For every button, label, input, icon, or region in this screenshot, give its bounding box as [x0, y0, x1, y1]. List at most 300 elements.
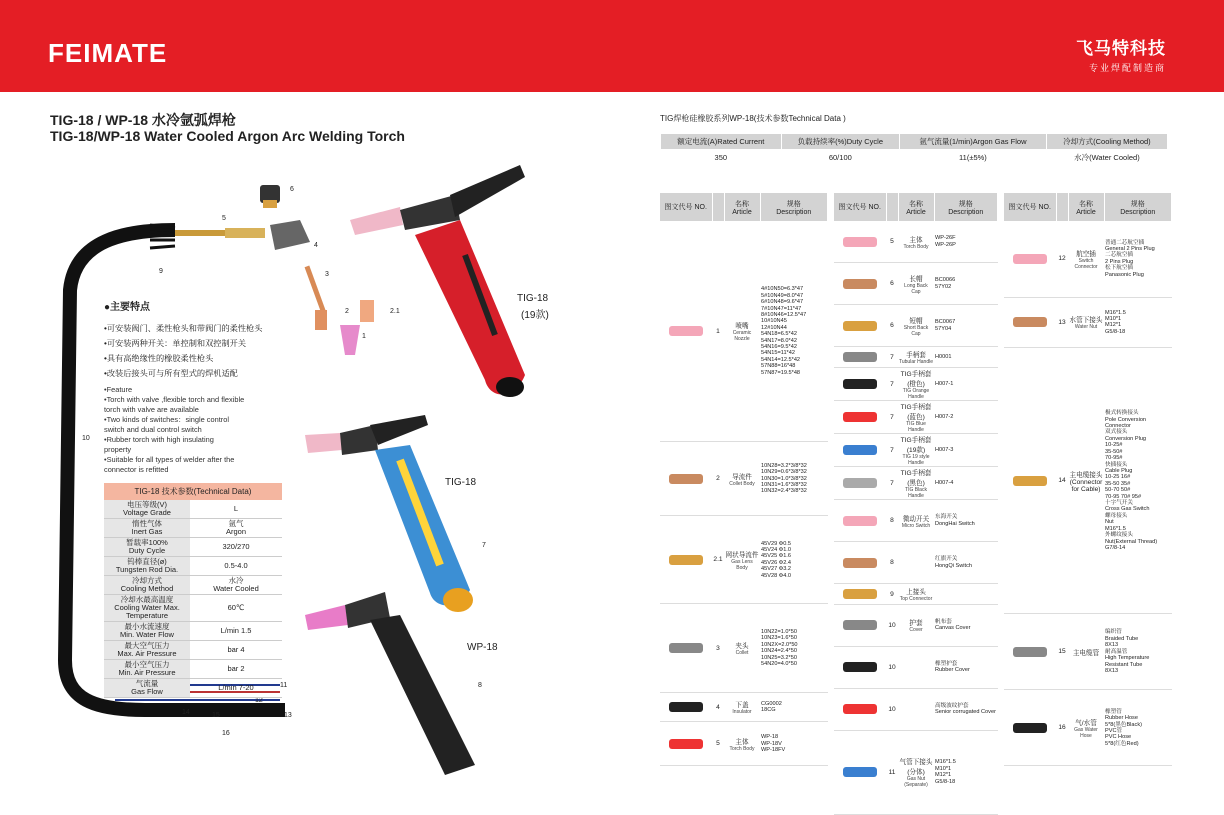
part-name — [898, 347, 934, 368]
part-desc-line: H007-1 — [935, 381, 954, 387]
part-name-cn: 水管下接头 — [1069, 317, 1103, 325]
tech-value-main: 氩气 — [228, 519, 244, 528]
part-desc-line: M12*1 — [1105, 322, 1122, 329]
part-desc-line: 十字气开关 — [1105, 500, 1133, 507]
part-desc-line: Rubber Cover — [935, 667, 970, 674]
part-thumbnail — [669, 739, 703, 749]
features-en — [104, 385, 289, 475]
part-name-en: Long Back Cap — [904, 282, 928, 295]
part-image — [1004, 614, 1056, 690]
callout-5: 5 — [222, 215, 226, 222]
tech-key — [104, 660, 190, 679]
part-desc — [934, 584, 998, 605]
part-image — [660, 604, 712, 692]
part-thumbnail — [843, 767, 877, 777]
part-name-en: Torch Body — [729, 745, 755, 752]
tech-key-cn: 惰性气体 — [132, 519, 162, 528]
part-name-en: TIG 19 style Handle — [902, 454, 930, 467]
part-name-en: Gas Nut (Separate) — [904, 776, 928, 789]
part-desc-line: 10#10N45 — [761, 318, 787, 325]
part-desc-line: G5/8-18 — [1105, 328, 1126, 335]
part-desc-line: 70-95# — [1105, 455, 1123, 462]
part-desc-line: G7/8-14 — [1105, 545, 1126, 552]
tech-row — [104, 595, 282, 622]
brand-logo: FEIMATE — [48, 38, 168, 68]
part-desc-line: 4#10N50=6.3*47 — [761, 286, 804, 293]
feature-en-line: property — [104, 445, 132, 454]
part-name-en: Collet Body — [729, 480, 755, 487]
part-desc-line: 10N2X=2.0*50 — [761, 641, 798, 648]
parts-table-3 — [1004, 193, 1172, 766]
parts-row — [660, 604, 828, 692]
part-thumbnail — [843, 704, 877, 714]
part-name — [724, 692, 760, 721]
part-desc-line: 8X13 — [1105, 642, 1119, 649]
parts-table-1 — [660, 193, 828, 766]
part-desc-line: G5/8-18 — [935, 778, 956, 785]
part-no: 16 — [1056, 690, 1068, 766]
feature-en-line: •Suitable for all types of welder after the — [104, 455, 235, 464]
part-desc-line: Senior corrugated Cover — [935, 709, 996, 716]
part-desc-line: 编织管 — [1105, 629, 1122, 636]
feature-en-line: •Feature — [104, 385, 133, 394]
part-name-cn: 导流件 — [732, 473, 752, 481]
parts-header — [1004, 193, 1172, 221]
part-thumbnail — [843, 279, 877, 289]
header-banner — [0, 0, 1224, 92]
tech-key — [104, 595, 190, 622]
part-desc-line: Pole Conversion Connector — [1105, 416, 1147, 429]
part-name — [1068, 614, 1104, 690]
part-desc-line: 54N20=4.0*50 — [761, 660, 797, 667]
part-no: 7 — [886, 467, 898, 500]
callout-9: 9 — [159, 268, 163, 275]
tech-key — [104, 557, 190, 576]
part-desc — [934, 305, 998, 347]
part-desc-line: PVC Hose — [1105, 734, 1132, 741]
part-no: 2.1 — [712, 516, 724, 604]
part-name-cn: 上接头 — [906, 589, 926, 597]
part-desc — [760, 722, 828, 766]
col-name-en: Article — [906, 208, 926, 216]
part-name — [898, 584, 934, 605]
part-desc-line: Cable Plug — [1105, 467, 1133, 474]
part-image — [834, 584, 886, 605]
part-desc-line: 45V29 Φ0.5 — [761, 540, 791, 547]
part-image — [1004, 348, 1056, 614]
tech-value-main: bar 4 — [227, 645, 245, 654]
tech-value — [190, 557, 282, 576]
spec-h-cooling: 冷却方式(Cooling Method) — [1046, 134, 1167, 150]
part-image — [834, 347, 886, 368]
col-desc-cn: 规格 — [1130, 200, 1145, 208]
part-image — [834, 434, 886, 467]
part-desc-line: WP-26F — [935, 235, 956, 242]
parts-row — [834, 542, 998, 584]
part-thumbnail — [843, 662, 877, 672]
part-no: 5 — [886, 221, 898, 263]
tech-key-en: Inert Gas — [131, 527, 163, 536]
label-tig18: TIG-18 — [445, 477, 477, 488]
part-no: 10 — [886, 688, 898, 730]
tech-value-main: L — [233, 504, 239, 513]
part-desc-line: 耐高温管 — [1105, 648, 1128, 655]
part-no: 11 — [886, 730, 898, 814]
part-name — [898, 646, 934, 688]
part-desc-line: 6#10N48=9.6*47 — [761, 299, 804, 306]
part-thumbnail — [843, 620, 877, 630]
part-name-cn: TIG手柄套(黑色) — [900, 470, 932, 488]
col-desc-cn: 规格 — [786, 200, 801, 208]
col-name-cn: 名称 — [735, 200, 749, 208]
part-name-cn: 主体 — [735, 738, 749, 746]
part-desc-line: 东海开关 — [935, 514, 958, 521]
tech-key-en: Duty Cycle — [128, 546, 166, 555]
callout-12: 12 — [255, 697, 263, 704]
part-name-cn: TIG手柄套(19款) — [900, 437, 932, 455]
part-desc-line: 普通二芯航空插 — [1105, 239, 1145, 246]
part-name — [724, 221, 760, 442]
part-desc-line: 50-70 50# — [1105, 487, 1131, 494]
part-image — [834, 368, 886, 401]
part-desc-line: H0001 — [935, 354, 952, 361]
part-name-cn: 微动开关 — [902, 515, 930, 523]
parts-row — [834, 500, 998, 542]
col-name-header — [1068, 193, 1104, 221]
part-thumbnail — [1013, 317, 1047, 327]
part-desc-line: 10N31=1.6*3/8*32 — [761, 481, 807, 488]
part-name-en: Switch Connector — [1074, 257, 1098, 270]
part-desc-line: CG0002 — [761, 700, 782, 707]
parts-row — [660, 442, 828, 516]
part-name-cn: 短帽 — [909, 317, 923, 325]
part-image — [834, 730, 886, 814]
part-desc-line: Rubber Hose — [1105, 715, 1138, 722]
callout-13: 13 — [284, 712, 292, 719]
part-desc-line: 57N88=16*48 — [761, 363, 796, 370]
col-desc-en: Description — [1120, 208, 1156, 216]
col-code-header: 图文代号 NO. — [1004, 193, 1056, 221]
part-name-cn: 手柄套 — [906, 352, 926, 360]
page-title-en: TIG-18/WP-18 Water Cooled Argon Arc Welding Torch — [50, 128, 405, 144]
part-image — [834, 605, 886, 647]
tech-caption: TIG-18 技术参数(Technical Data) — [104, 483, 282, 500]
spec-v-duty: 60/100 — [781, 150, 899, 166]
part-desc-line: M10*1 — [1105, 315, 1122, 322]
part-desc — [760, 692, 828, 721]
part-name — [898, 305, 934, 347]
part-desc-line: 54N17=8.0*42 — [761, 337, 797, 344]
parts-row — [834, 401, 998, 434]
part-name-en: Torch Body — [903, 243, 929, 250]
part-name — [1068, 348, 1104, 614]
part-desc-line: 54N18=6.5*42 — [761, 331, 797, 338]
part-desc-line: 橡塑管 — [1105, 708, 1122, 715]
parts-row — [1004, 221, 1172, 297]
part-no: 12 — [1056, 221, 1068, 297]
part-thumbnail — [843, 352, 877, 362]
tech-value — [190, 576, 282, 595]
part-name-cn: 主体 — [909, 236, 923, 244]
part-desc-line: 10N25=3.2*50 — [761, 654, 797, 661]
part-image — [1004, 297, 1056, 348]
tech-value-main: 320/270 — [222, 542, 250, 551]
tech-value-sub: Argon — [225, 527, 246, 536]
part-image — [660, 692, 712, 721]
part-desc-line: 54N14=12.5*42 — [761, 356, 801, 363]
part-name-en: Tubular Handle — [899, 359, 934, 366]
part-desc-line: General 2 Pins Plug — [1105, 245, 1155, 252]
part-desc — [1104, 348, 1172, 614]
parts-row — [834, 434, 998, 467]
part-thumbnail — [843, 379, 877, 389]
brand-cn-name: 飞马特科技 — [1076, 39, 1166, 58]
parts-header — [660, 193, 828, 221]
part-desc-line: PVC管 — [1105, 727, 1123, 734]
tech-key-cn: 暂载率100% — [126, 538, 168, 547]
part-desc-line: 二芯航空插 — [1105, 252, 1133, 259]
part-desc-line: 70-95 70# 95# — [1105, 493, 1142, 500]
tech-value — [190, 538, 282, 557]
part-desc — [1104, 297, 1172, 348]
tech-value — [190, 519, 282, 538]
part-thumbnail — [843, 445, 877, 455]
col-desc-cn: 规格 — [958, 200, 973, 208]
callout-6: 6 — [290, 186, 294, 193]
part-desc-line: 10N23=1.6*50 — [761, 635, 797, 642]
part-desc — [760, 442, 828, 516]
tech-key-en: Tungsten Rod Dia. — [115, 565, 179, 574]
part-name — [898, 730, 934, 814]
part-desc-line: 5#10N49=8.0*47 — [761, 292, 804, 299]
part-desc — [934, 368, 998, 401]
col-no-header — [886, 193, 898, 221]
part-desc — [934, 401, 998, 434]
part-desc-line: 45V28 Φ4.0 — [761, 572, 791, 579]
part-thumbnail — [843, 589, 877, 599]
part-no: 6 — [886, 305, 898, 347]
part-desc-line: 7#10N47=11*47 — [761, 305, 802, 312]
parts-row — [834, 688, 998, 730]
feature-cn-2: •可安装两种开关：单控制和双控制开关 — [104, 339, 247, 348]
part-thumbnail — [669, 643, 703, 653]
part-name — [898, 221, 934, 263]
callout-11: 11 — [280, 682, 288, 689]
part-name — [1068, 690, 1104, 766]
tech-value — [190, 622, 282, 641]
part-image — [834, 263, 886, 305]
col-name-en: Article — [1076, 208, 1096, 216]
part-desc-line: 红旗开关 — [935, 556, 958, 563]
part-image — [1004, 221, 1056, 297]
part-desc-line: Nut(External Thread) — [1105, 538, 1158, 545]
feature-cn-3: •具有高绝缘性的橡胶柔性枪头 — [104, 354, 214, 363]
part-name-en: TIG Orange Handle — [902, 388, 930, 401]
part-desc-line: WP-18 — [761, 734, 779, 741]
part-desc — [760, 516, 828, 604]
part-name-en: Gas Lens Body — [731, 558, 753, 571]
col-desc-en: Description — [948, 208, 984, 216]
part-desc-line: 2 Pins Plug — [1105, 258, 1134, 265]
part-desc-line: 35-50 35# — [1105, 480, 1131, 487]
parts-row — [660, 692, 828, 721]
part-desc — [934, 500, 998, 542]
part-desc-line: 10N24=2.4*50 — [761, 648, 797, 655]
part-desc-line: 57Y04 — [935, 325, 952, 332]
callout-15: 15 — [212, 712, 220, 719]
part-desc — [1104, 690, 1172, 766]
tech-row — [104, 538, 282, 557]
col-name-en: Article — [732, 208, 752, 216]
part-name-cn: 主电缆管 — [1072, 649, 1100, 657]
wp18-spec-table — [660, 133, 1168, 166]
callout-7: 7 — [482, 542, 486, 549]
tech-key-cn: 冷却水最高温度 — [120, 595, 174, 604]
tech-key-cn: 冷却方式 — [132, 576, 162, 585]
tech-key — [104, 622, 190, 641]
part-desc — [1104, 221, 1172, 297]
part-name — [724, 722, 760, 766]
tech-key — [104, 500, 190, 519]
tech-row — [104, 576, 282, 595]
part-desc-line: 35-50# — [1105, 448, 1123, 455]
spec-v-cooling: 水冷(Water Cooled) — [1046, 150, 1167, 166]
part-name — [724, 516, 760, 604]
part-name — [898, 542, 934, 584]
parts-row — [1004, 297, 1172, 348]
part-name — [1068, 297, 1104, 348]
part-no: 6 — [886, 263, 898, 305]
callout-3: 3 — [325, 271, 329, 278]
tech-key — [104, 538, 190, 557]
brand-cn — [1076, 34, 1166, 74]
parts-row — [660, 221, 828, 442]
part-desc — [934, 221, 998, 263]
callout-1: 1 — [362, 333, 366, 340]
part-name-cn: TIG手柄套(蓝色) — [900, 404, 932, 422]
spec-h-current: 额定电流(A)Rated Current — [661, 134, 782, 150]
part-desc-line: WP-26P — [935, 241, 956, 248]
part-desc-line: BC0067 — [935, 319, 956, 326]
callout-8: 8 — [478, 682, 482, 689]
spec-v-gas: 11(±5%) — [900, 150, 1047, 166]
feature-cn-4: •改装后接头可与所有型式的焊机适配 — [104, 369, 238, 378]
tech-value-main: 水冷 — [228, 576, 244, 585]
tech-value-main: 0.5-4.0 — [224, 561, 248, 570]
part-name — [898, 401, 934, 434]
part-desc-line: 高级波纹护套 — [935, 702, 969, 709]
part-thumbnail — [1013, 647, 1047, 657]
part-thumbnail — [669, 702, 703, 712]
part-desc-line: 18CG — [761, 707, 776, 714]
part-desc-line: 帆布套 — [935, 619, 952, 626]
part-desc — [934, 730, 998, 814]
part-desc-line: 10N22=1.0*50 — [761, 628, 797, 635]
parts-row — [834, 730, 998, 814]
part-no: 7 — [886, 368, 898, 401]
spec-v-current: 350 — [661, 150, 782, 166]
part-image — [834, 646, 886, 688]
tech-key-cn: 钨棒直径(ø) — [127, 557, 167, 566]
part-name-cn: 航空插 — [1076, 250, 1096, 258]
feature-en-line: switch and dual control switch — [104, 425, 202, 434]
part-name-en: Collet — [735, 650, 749, 657]
part-desc-line: Canvas Cover — [935, 625, 971, 632]
part-desc-line: 57N87=19.5*48 — [761, 369, 801, 376]
part-name-cn: TIG手柄套(橙色) — [900, 371, 932, 389]
tech-key — [104, 679, 190, 698]
tech-value — [190, 660, 282, 679]
part-name — [898, 605, 934, 647]
part-name-cn: 下盖 — [735, 702, 749, 710]
tech-row — [104, 660, 282, 679]
part-desc-line: 10N29=0.6*3/8*32 — [761, 469, 807, 476]
part-name-cn: 喷嘴 — [735, 323, 749, 331]
col-name-header — [724, 193, 760, 221]
part-name-en: Short Back Cap — [903, 324, 929, 337]
tech-value-main: L/min 1.5 — [220, 626, 252, 635]
parts-row — [834, 646, 998, 688]
part-image — [834, 221, 886, 263]
part-desc-line: 8X13 — [1105, 667, 1119, 674]
part-thumbnail — [843, 516, 877, 526]
part-desc-line: 外螺纹接头 — [1105, 532, 1133, 539]
tech-key-en: Gas Flow — [131, 687, 163, 696]
part-thumbnail — [843, 237, 877, 247]
part-desc — [934, 688, 998, 730]
tech-row — [104, 622, 282, 641]
right-title: TIG焊枪硅橡胶系列WP-18(技术参数Technical Data ) — [660, 114, 846, 123]
part-desc-line: M16*1.5 — [935, 759, 956, 766]
tech-value — [190, 595, 282, 622]
callout-10: 10 — [82, 435, 90, 442]
part-name — [898, 467, 934, 500]
parts-row — [834, 368, 998, 401]
part-desc-line: 10-25# — [1105, 442, 1123, 449]
part-image — [834, 401, 886, 434]
col-name-cn: 名称 — [909, 200, 923, 208]
part-desc — [1104, 614, 1172, 690]
col-name-cn: 名称 — [1079, 200, 1093, 208]
spec-h-gas: 氩气流量(1/min)Argon Gas Flow — [900, 134, 1047, 150]
part-thumbnail — [843, 321, 877, 331]
part-name — [724, 604, 760, 692]
col-desc-header — [760, 193, 828, 221]
part-desc-line: BC0066 — [935, 277, 956, 284]
part-image — [834, 305, 886, 347]
parts-row — [660, 516, 828, 604]
part-desc-line: 8#10N46=12.5*47 — [761, 311, 807, 318]
part-desc-line: 橡塑护套 — [935, 660, 958, 667]
parts-row — [834, 221, 998, 263]
col-code-header: 图文代号 NO. — [834, 193, 886, 221]
tech-value-sub: Water Cooled — [213, 584, 259, 593]
part-name-cn: 夹头 — [735, 643, 749, 651]
part-desc-line: 10N32=2.4*3/8*32 — [761, 488, 807, 495]
part-no: 8 — [886, 542, 898, 584]
part-image — [1004, 690, 1056, 766]
part-desc-line: 5*8(红色Red) — [1105, 740, 1139, 747]
part-name-en: Gas Water Hose — [1074, 726, 1098, 739]
part-no: 14 — [1056, 348, 1068, 614]
part-desc — [934, 434, 998, 467]
part-desc-line: WP-18FV — [761, 747, 786, 754]
part-desc-line: 45V26 Φ2.4 — [761, 559, 791, 566]
parts-row — [834, 263, 998, 305]
parts-row — [1004, 348, 1172, 614]
part-no: 1 — [712, 221, 724, 442]
feature-en-line: connector is refitted — [104, 465, 169, 474]
